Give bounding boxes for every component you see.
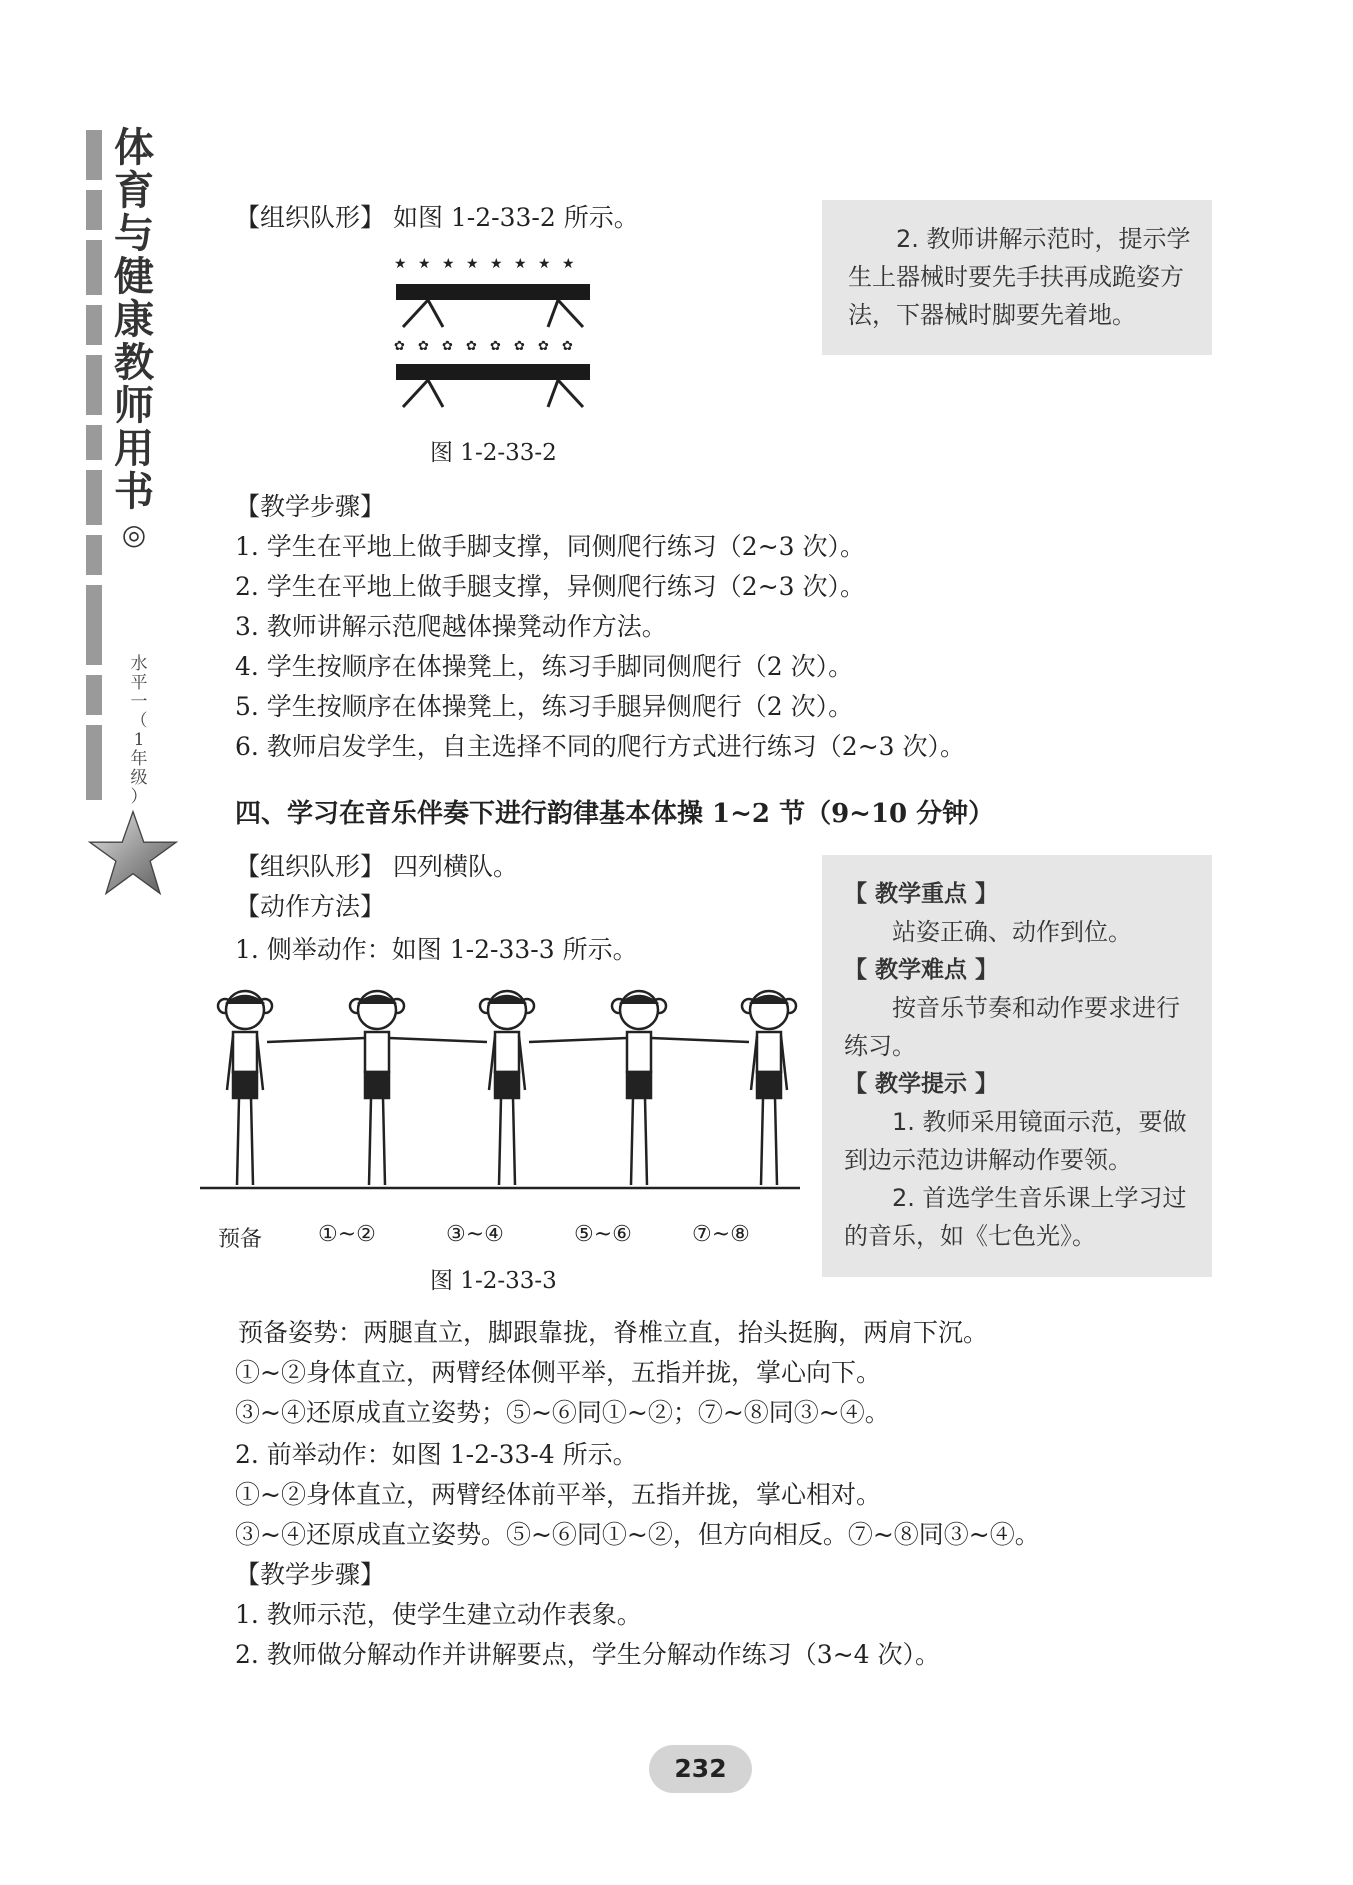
position-label: 预备 [218, 1227, 263, 1252]
position-label: ③~④ [446, 1222, 504, 1247]
svg-text:★: ★ [562, 256, 575, 272]
svg-text:✿: ✿ [562, 339, 573, 354]
svg-text:★: ★ [490, 256, 503, 272]
margin-stripes [86, 130, 102, 800]
position-label: ⑦~⑧ [692, 1222, 750, 1247]
step-item: 4. 学生按顺序在体操凳上，练习手脚同侧爬行（2 次）。 [235, 652, 854, 681]
body-line: ①~②身体直立，两臂经体前平举，五指并拢，掌心相对。 [235, 1480, 881, 1509]
step-item: 1. 学生在平地上做手脚支撑，同侧爬行练习（2~3 次）。 [235, 532, 866, 561]
tips-heading: 【 教学提示 】 [844, 1071, 999, 1097]
position-label: ①~② [318, 1222, 376, 1247]
formation-text: 【组织队形】 如图 1-2-33-2 所示。 [235, 203, 639, 232]
figure-girls [195, 980, 805, 1195]
body-line: 预备姿势：两腿直立，脚跟靠拢，脊椎立直，抬头挺胸，两肩下沉。 [238, 1318, 989, 1347]
bench-top [396, 284, 590, 300]
grade-label-vertical: 水 平 一 （ 1 年 级 ） [130, 654, 148, 807]
formation-text-2: 【组织队形】 四列横队。 [235, 852, 518, 881]
step-item: 2. 学生在平地上做手腿支撑，异侧爬行练习（2~3 次）。 [235, 572, 866, 601]
girl-figure [742, 991, 796, 1185]
difficulty-heading: 【 教学难点 】 [844, 957, 999, 983]
tip-box-1: 2. 教师讲解示范时，提示学 生上器械时要先手扶再成跪姿方 法，下器械时脚要先着地。 [822, 200, 1212, 355]
key-points-heading: 【 教学重点 】 [844, 881, 999, 907]
position-label: ⑤~⑥ [574, 1222, 632, 1247]
svg-text:★: ★ [418, 256, 431, 272]
title-mark: ◎ [121, 518, 147, 551]
student-star-marks [394, 256, 575, 272]
step-item: 3. 教师讲解示范爬越体操凳动作方法。 [235, 612, 667, 641]
girl-figure [529, 991, 749, 1185]
steps-heading: 【教学步骤】 [235, 492, 386, 521]
step-item: 5. 学生按顺序在体操凳上，练习手腿异侧爬行（2 次）。 [235, 692, 854, 721]
girl-figure [480, 991, 534, 1185]
svg-text:★: ★ [394, 256, 407, 272]
svg-text:★: ★ [466, 256, 479, 272]
svg-text:★: ★ [442, 256, 455, 272]
svg-text:✿: ✿ [538, 339, 549, 354]
svg-text:✿: ✿ [418, 339, 429, 354]
svg-text:★: ★ [538, 256, 551, 272]
body-line: 2. 前举动作：如图 1-2-33-4 所示。 [235, 1440, 638, 1469]
svg-text:✿: ✿ [490, 339, 501, 354]
bench-bottom [396, 364, 590, 380]
svg-text:★: ★ [514, 256, 527, 272]
figure-caption-2: 图 1-2-33-3 [430, 1268, 557, 1294]
figure-benches [388, 252, 598, 412]
svg-text:✿: ✿ [394, 339, 405, 354]
section-heading: 四、学习在音乐伴奏下进行韵律基本体操 1~2 节（9~10 分钟） [235, 799, 995, 829]
student-flower-marks [394, 339, 573, 354]
figure-caption-1: 图 1-2-33-2 [430, 440, 557, 466]
body-line: ①~②身体直立，两臂经体侧平举，五指并拢，掌心向下。 [235, 1358, 881, 1387]
page-number: 232 [649, 1745, 752, 1793]
svg-text:✿: ✿ [514, 339, 525, 354]
tip-box-2: 【 教学重点 】 站姿正确、动作到位。 【 教学难点 】 按音乐节奏和动作要求进行 练习。 【 教学提示 】 1. 教师采用镜面示范，要做 到边示范边讲解动作要领。 2. 首选学生音乐课上学习过 的音乐，如《七色光》。 [822, 855, 1212, 1277]
method-heading: 【动作方法】 [235, 892, 386, 921]
body-line: 2. 教师做分解动作并讲解要点，学生分解动作练习（3~4 次）。 [235, 1640, 941, 1669]
svg-text:✿: ✿ [466, 339, 477, 354]
svg-text:✿: ✿ [442, 339, 453, 354]
body-line: ③~④还原成直立姿势。⑤~⑥同①~②，但方向相反。⑦~⑧同③~④。 [235, 1520, 1040, 1549]
body-line: 1. 教师示范，使学生建立动作表象。 [235, 1600, 642, 1629]
girl-figure [218, 991, 272, 1185]
body-line: ③~④还原成直立姿势；⑤~⑥同①~②；⑦~⑧同③~④。 [235, 1398, 890, 1427]
body-line: 【教学步骤】 [235, 1560, 386, 1589]
book-title-vertical: 体 育 与 健 康 教 师 用 书 ◎ [112, 126, 156, 556]
star-icon [88, 808, 178, 898]
girl-figure [267, 991, 487, 1185]
method-item-1: 1. 侧举动作：如图 1-2-33-3 所示。 [235, 935, 638, 964]
step-item: 6. 教师启发学生，自主选择不同的爬行方式进行练习（2~3 次）。 [235, 732, 966, 761]
